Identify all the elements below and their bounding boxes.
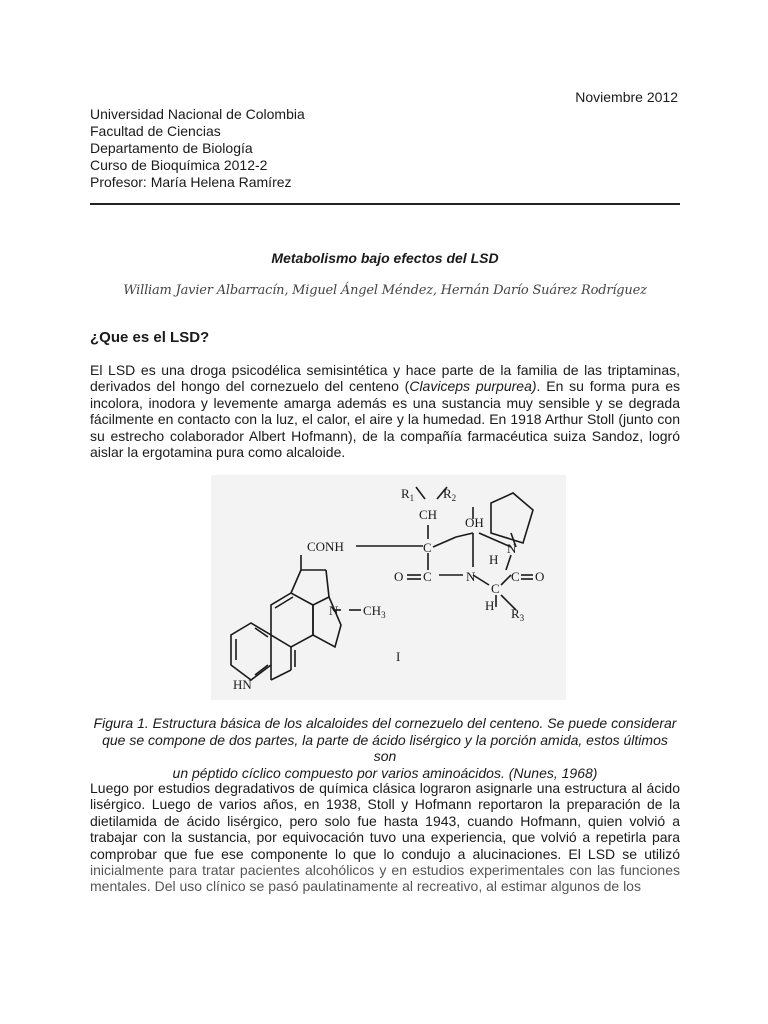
chemical-structure-diagram [211,475,566,700]
figure-caption [90,715,680,781]
paragraph-1 [90,362,680,460]
label-r1: $R_1$ [401,486,415,503]
article-authors: William Javier Albarracín, Miguel Ángel Méndez, Hernán Darío Suárez Rodríguez [123,283,647,298]
label-n-pyrrolidine: N [507,541,517,556]
caption-line-2: que se compone de dos partes, la parte de ácido lisérgico y la porción amida, estos últimos son [102,731,668,764]
article-title: Metabolismo bajo efectos del LSD [271,250,499,266]
institution-course: Curso de Bioquímica 2012-2 [90,157,268,173]
caption-line-3: un péptido cíclico compuesto por varios aminoácidos. (Nunes, 1968) [172,764,598,781]
label-n-ring: N [466,569,476,584]
institution-department: Departamento de Biología [90,140,253,156]
paragraph-1-end: . En su forma pura es incolora, inodora y levemente amarga además es una sustancia muy sensible y se degrada fácilmente en contacto con la luz, el calor, el aire y la humedad. En 1918 Arthur Stoll (junto con su estrecho colaborador Albert Hofmann), de la compañía farmacéutica suiza Sandoz, logró aislar la ergotamina pura como alcaloide. [90,378,680,461]
caption-line-1: Figura 1. Estructura básica de los alcaloides del cornezuelo del centeno. Se puede considerar [93,715,677,731]
label-n-methyl: N [329,603,339,618]
paragraph-2-main: Luego por estudios degradativos de química clásica lograron asignarle una estructura al ácido lisérgico. Luego de varios años, en 1938, Stoll y Hofmann reportaron la preparación de la dietilamida de ácido lisérgico, pero solo fue hasta 1943, cuando Hofmann, quien volvió a trabajar con la sustancia, por equivocación tuvo una experiencia, que volvió a repetirla para comprobar que fue ese componente lo que lo condujo a alucinaciones. El LSD se utilizó [90,780,680,862]
label-o-left: O [394,569,404,584]
label-o-right: O [535,569,545,584]
label-roman-numeral: I [396,649,401,664]
label-hn: HN [233,677,252,692]
benzene-ring [231,623,271,680]
label-conh: CONH [307,539,344,554]
label-c-carbonyl-2: C [511,569,520,584]
label-h-ring: H [485,598,495,613]
label-r3: $R_3$ [511,606,525,623]
label-h-top: H [489,552,499,567]
date-line: Noviembre 2012 [575,89,678,105]
label-ch: CH [419,507,438,522]
label-r2: $R_2$ [443,486,457,503]
ring-c [271,593,313,647]
paragraph-1-start: El LSD es una droga psicodélica semisintética y hace parte de la familia de las triptaminas, derivados del hongo del cornezuelo del centeno ( [90,362,680,395]
institution-block [90,106,305,191]
institution-university: Universidad Nacional de Colombia [90,106,305,122]
label-oh: OH [465,515,484,530]
label-c-carbonyl-1: C [423,569,432,584]
figure-ergot-alkaloid [211,475,566,700]
header-divider [90,203,680,205]
label-c-alpha: C [423,540,432,555]
section-heading: ¿Que es el LSD? [90,329,210,346]
institution-professor: Profesor: María Helena Ramírez [90,174,292,190]
paragraph-2 [90,780,680,895]
institution-faculty: Facultad de Ciencias [90,123,221,139]
label-ch3: $CH_3$ [363,603,386,620]
paragraph-2-faded: inicialmente para tratar pacientes alcohólicos y en estudios experimentales con las funciones mentales. Del uso clínico se pasó paulatinamente al recreativo, al estimar algunos de los [90,862,680,895]
species-name: Claviceps purpurea) [409,378,537,395]
label-c-ring: C [491,581,500,596]
